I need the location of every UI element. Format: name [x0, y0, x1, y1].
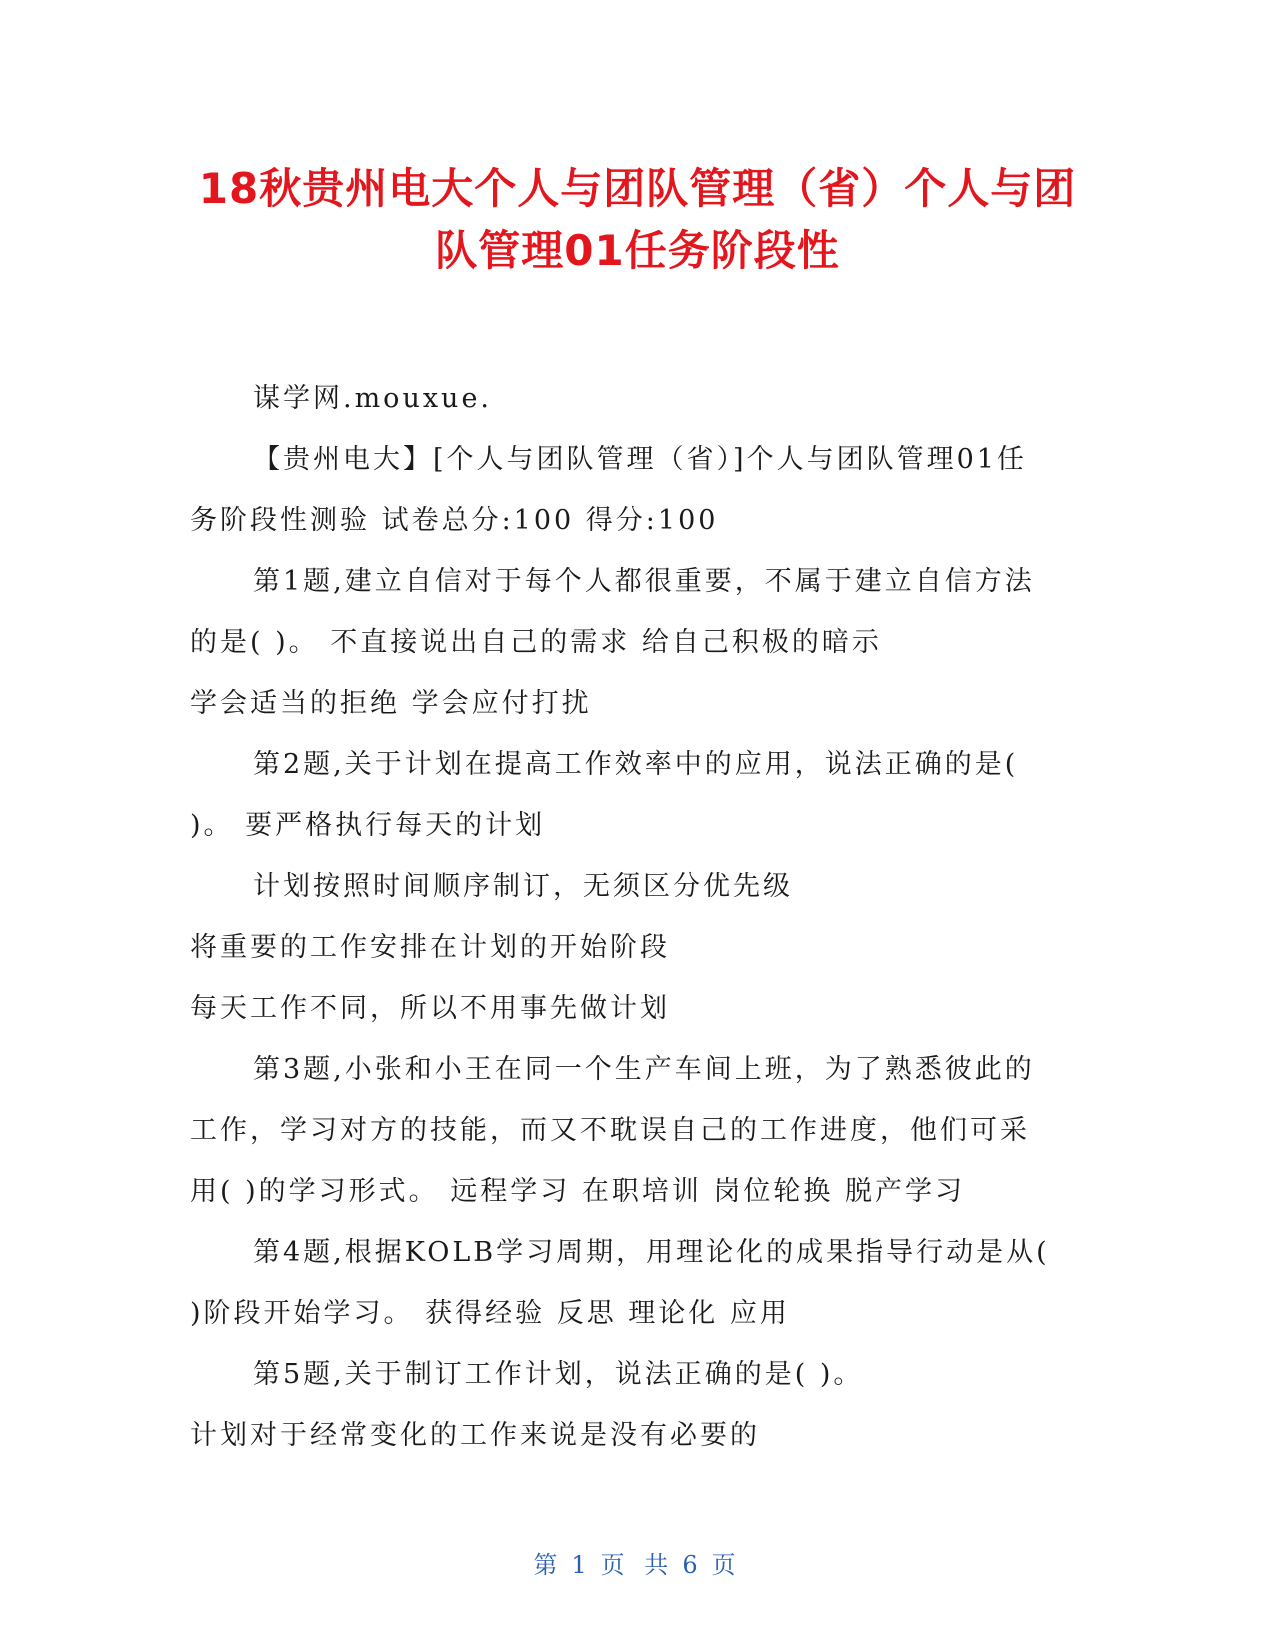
body-line: 第3题,小张和小王在同一个生产车间上班，为了熟悉彼此的: [253, 1054, 1035, 1085]
title-line-1: 18秋贵州电大个人与团队管理（省）个人与团: [198, 164, 1077, 213]
body-line: 将重要的工作安排在计划的开始阶段: [190, 932, 670, 963]
footer-page-number: 1: [571, 1551, 593, 1579]
body-line: 计划对于经常变化的工作来说是没有必要的: [190, 1420, 760, 1451]
body-line: 谋学网.mouxue.: [253, 383, 493, 414]
document-title: [150, 158, 1125, 282]
title-line-2: 队管理01任务阶段性: [435, 226, 840, 275]
body-line: )。 要严格执行每天的计划: [190, 810, 546, 841]
footer-mid: 页 共: [600, 1551, 675, 1579]
body-line: 用( )的学习形式。 远程学习 在职培训 岗位轮换 脱产学习: [190, 1176, 965, 1207]
footer-suffix: 页: [711, 1551, 742, 1579]
body-line: 第2题,关于计划在提高工作效率中的应用，说法正确的是(: [253, 749, 1019, 780]
footer-prefix: 第: [533, 1551, 564, 1579]
body-line: 【贵州电大】[个人与团队管理（省）]个人与团队管理01任: [253, 444, 1027, 475]
body-line: 工作，学习对方的技能，而又不耽误自己的工作进度，他们可采: [190, 1115, 1030, 1146]
body-line: 的是( )。 不直接说出自己的需求 给自己积极的暗示: [190, 627, 882, 658]
body-line: 第1题,建立自信对于每个人都很重要，不属于建立自信方法: [253, 566, 1035, 597]
document-body: [190, 368, 1070, 1466]
body-line: )阶段开始学习。 获得经验 反思 理论化 应用: [190, 1298, 790, 1329]
page-footer: [0, 1545, 1275, 1580]
footer-total-pages: 6: [682, 1551, 704, 1579]
body-line: 计划按照时间顺序制订，无须区分优先级: [253, 871, 793, 902]
body-line: 每天工作不同，所以不用事先做计划: [190, 993, 670, 1024]
body-line: 务阶段性测验 试卷总分:100 得分:100: [190, 505, 719, 536]
body-line: 学会适当的拒绝 学会应付打扰: [190, 688, 592, 719]
body-line: 第5题,关于制订工作计划，说法正确的是( )。: [253, 1359, 864, 1390]
body-line: 第4题,根据KOLB学习周期，用理论化的成果指导行动是从(: [253, 1237, 1050, 1268]
